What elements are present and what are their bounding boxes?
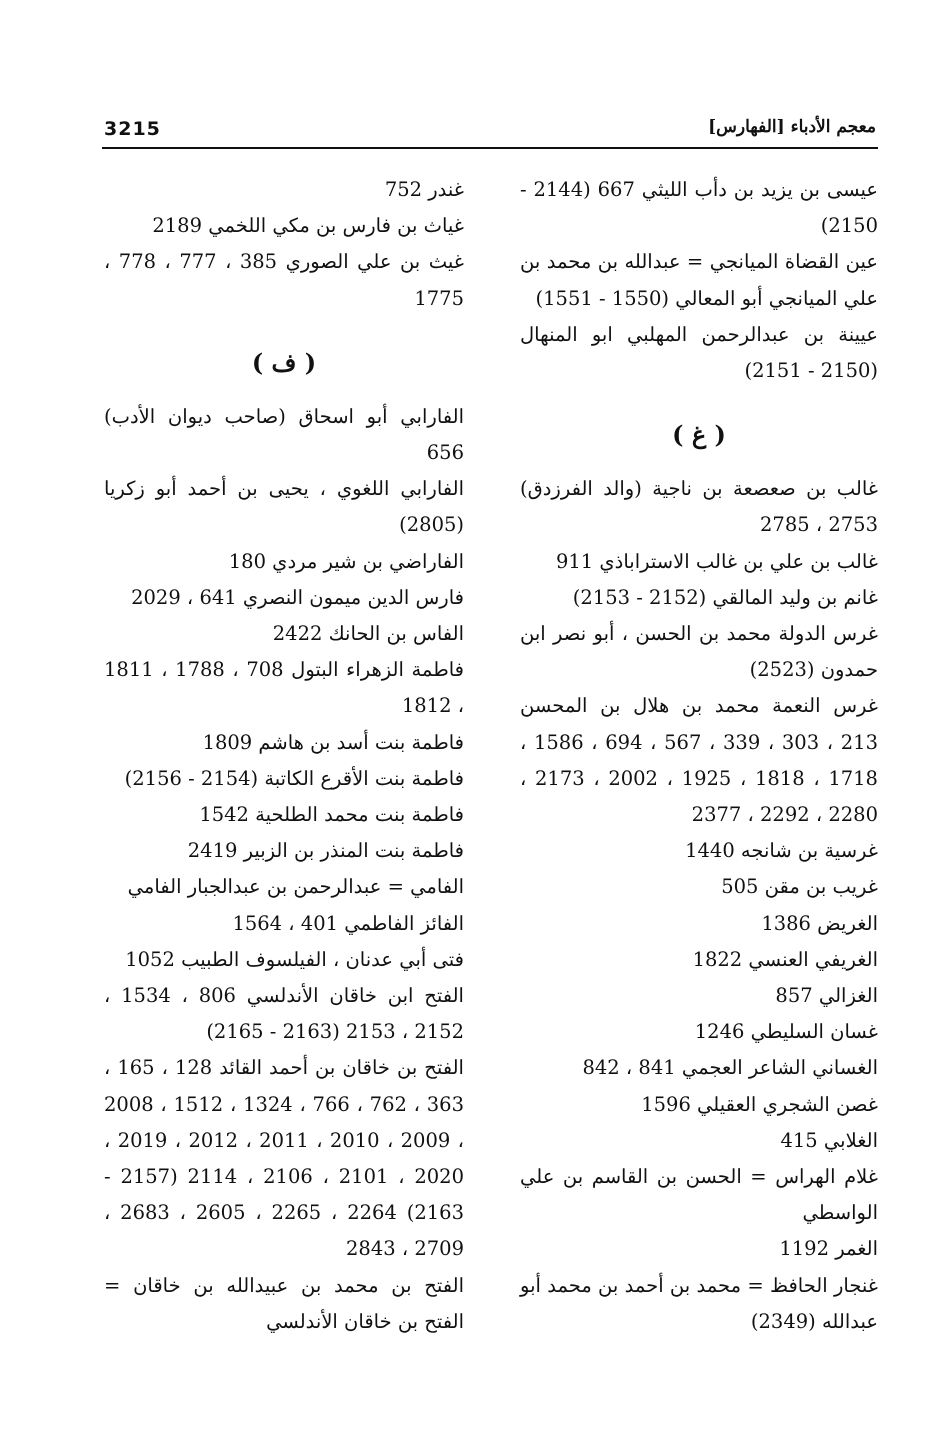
index-entry: غياث بن فارس بن مكي اللخمي 2189 (152, 214, 464, 238)
index-entry: الفاس بن الحانك 2422 (272, 622, 464, 646)
section-heading-fa: ( ف ) (251, 347, 317, 377)
running-title: معجم الأدباء [الفهارس] (708, 117, 876, 137)
index-entry: عين القضاة الميانجي = عبدالله بن محمد بن علي الميانجي أبو المعالي (1550 - 1551) (520, 250, 878, 310)
index-entry: غصن الشجري العقيلي 1596 (641, 1092, 878, 1116)
index-entry: غرس النعمة محمد بن هلال بن المحسن 213 ، 303 ، 339 ، 567 ، 694 ، 1586 ، 1718 ، 1818 ، 1925 ، 2002 ، 2173 ، 2280 ، 2292 ، 2377 (520, 694, 878, 827)
index-entry: فاطمة الزهراء البتول 708 ، 1788 ، 1811 ، 1812 (104, 658, 464, 718)
index-entry: الفامي = عبدالرحمن بن عبدالجبار الفامي (127, 875, 464, 899)
index-entry: غنجار الحافظ = محمد بن أحمد بن محمد أبو عبدالله (2349) (520, 1273, 878, 1333)
index-entry: عيينة بن عبدالرحمن المهلبي ابو المنهال (2150 - 2151) (520, 322, 878, 383)
header-rule (102, 147, 878, 149)
index-entry: فاطمة بنت أسد بن هاشم 1809 (202, 730, 464, 754)
index-entry: عيسى بن يزيد بن دأب الليثي 667 (2144 - 2150) (520, 178, 879, 238)
index-entry: فاطمة بنت محمد الطلحية 1542 (199, 803, 464, 827)
index-entry: غيث بن علي الصوري 385 ، 777 ، 778 ، 1775 (104, 250, 464, 310)
right-column (520, 172, 878, 1340)
index-entry: الفارابي اللغوي ، يحيى بن أحمد أبو زكريا (2805) (104, 477, 464, 537)
index-entry: الغلابي 415 (780, 1128, 878, 1152)
index-entry: غالب بن صعصعة بن ناجية (والد الفرزدق) 2753 ، 2785 (520, 477, 878, 537)
index-entry: غريب بن مقن 505 (721, 875, 878, 899)
index-entry: الغريض 1386 (761, 911, 878, 935)
index-entry: الفارابي أبو اسحاق (صاحب ديوان الأدب) 656 (104, 404, 464, 465)
index-entry: فاطمة بنت المنذر بن الزبير 2419 (187, 839, 464, 863)
index-entry: غرسية بن شانجه 1440 (685, 839, 878, 863)
section-heading-ghain: ( غ ) (672, 420, 726, 450)
index-entry: فارس الدين ميمون النصري 641 ، 2029 (131, 585, 464, 609)
index-entry: الغساني الشاعر العجمي 841 ، 842 (582, 1056, 878, 1080)
index-entry: فتى أبي عدنان ، الفيلسوف الطبيب 1052 (125, 947, 464, 971)
index-entry: الفائز الفاطمي 401 ، 1564 (232, 911, 464, 935)
index-entry: غندر 752 (384, 178, 464, 201)
index-entry: غانم بن وليد المالقي (2152 - 2153) (572, 585, 878, 609)
page-number: 3215 (104, 118, 161, 140)
index-entry: غلام الهراس = الحسن بن القاسم بن علي الواسطي (520, 1165, 878, 1225)
index-entry: غسان السليطي 1246 (694, 1020, 878, 1044)
left-column (104, 172, 464, 1340)
index-entry: غرس الدولة محمد بن الحسن ، أبو نصر ابن حمدون (2523) (520, 622, 878, 682)
index-entry: الغمر 1192 (779, 1237, 878, 1261)
index-entry: الغزالي 857 (775, 984, 878, 1008)
index-entry: غالب بن علي بن غالب الاستراباذي 911 (555, 549, 878, 573)
index-entry: الغريفي العنسي 1822 (692, 947, 878, 971)
index-entry: الفاراضي بن شير مردي 180 (228, 549, 464, 573)
index-entry: الفتح ابن خاقان الأندلسي 806 ، 1534 ، 2152 ، 2153 (2163 - 2165) (104, 984, 464, 1044)
index-entry: فاطمة بنت الأقرع الكاتبة (2154 - 2156) (124, 766, 464, 790)
index-entry: الفتح بن محمد بن عبيدالله بن خاقان = الفتح بن خاقان الأندلسي (104, 1273, 464, 1333)
index-entry: الفتح بن خاقان بن أحمد القائد 128 ، 165 ، 363 ، 762 ، 766 ، 1324 ، 1512 ، 2008 ، 2009 ، 2010 ، 2011 ، 2012 ، 2019 ، 2020 ، 2101 ، 2106 ، 2114 (2157 - 2163) 2264 ، 2265 ، 2605 ، 2683 ، 2709 ، 2843 (104, 1056, 464, 1261)
